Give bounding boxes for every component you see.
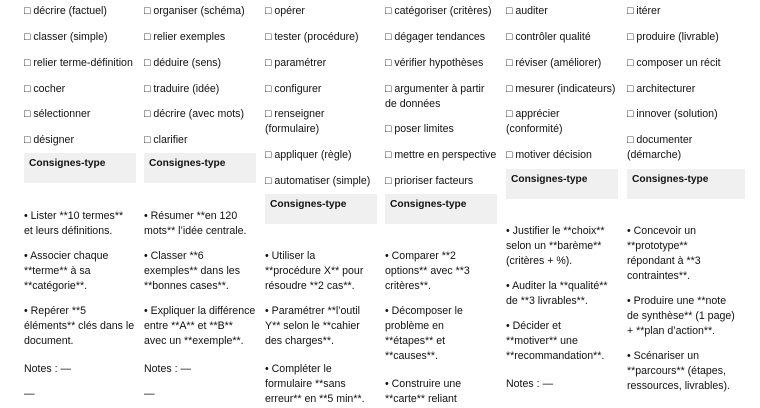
bullet-line: **catégorie**. (24, 280, 88, 292)
bullet-line: exemples** dans les (144, 265, 240, 277)
checkbox-item[interactable]: □ composer un récit (627, 57, 721, 69)
bullet-line: contraintes**. (627, 270, 691, 282)
section-header: Consignes-type (385, 194, 497, 224)
checkbox-item[interactable]: □ innover (solution) (627, 108, 718, 120)
bullet-line: selon un **barème** (506, 240, 602, 252)
checkbox-item[interactable]: □ mettre en perspective (385, 149, 497, 161)
bullet-line: **carte** reliant (385, 393, 457, 405)
bullet-line: • Justifier le **choix** (506, 225, 605, 237)
bullet-line: • Expliquer la différence (144, 305, 256, 317)
bullet-line: formulaire **sans (265, 378, 346, 390)
checkbox-item[interactable]: □ renseigner (265, 108, 325, 120)
bullet-line: **recommandation**. (506, 350, 605, 362)
bullet-line: • Décider et (506, 320, 561, 332)
bullet-line: • Scénariser un (627, 350, 700, 362)
bullet-line: **prototype** (627, 240, 688, 252)
bullet-line: • Compléter le (265, 363, 332, 375)
checkbox-item[interactable]: □ produire (livrable) (627, 31, 719, 43)
bullet-line: • Décomposer le (385, 305, 463, 317)
bullet-line: • Concevoir un (627, 225, 697, 237)
bullet-line: répondant à **3 (627, 255, 701, 267)
bullet-line: de synthèse** (1 page) (627, 310, 735, 322)
section-header: Consignes-type (627, 169, 745, 199)
checkbox-item[interactable]: □ décrire (avec mots) (144, 108, 244, 120)
checkbox-item[interactable]: □ relier exemples (144, 31, 226, 43)
bullet-line: **motiver** une (506, 335, 578, 347)
checkbox-item[interactable]: □ relier terme-définition (24, 57, 133, 69)
bullet-line: avec un **exemple**. (144, 335, 244, 347)
notes-dash: — (144, 388, 155, 400)
bullet-line: **parcours** (étapes, (627, 365, 726, 377)
checkbox-item-continued: (démarche) (627, 149, 682, 161)
checkbox-item[interactable]: □ traduire (idée) (144, 83, 220, 95)
checkbox-item[interactable]: □ dégager tendances (385, 31, 486, 43)
bullet-line: ressources, livrables). (627, 380, 731, 392)
bullet-line: (critères + %). (506, 255, 573, 267)
bullet-line: des charges**. (265, 335, 334, 347)
checkbox-item[interactable]: □ configurer (265, 83, 322, 95)
bullet-line: • Classer **6 (144, 250, 204, 262)
checkbox-item[interactable]: □ cocher (24, 83, 66, 95)
bullet-line: **bonnes cases**. (144, 280, 229, 292)
checkbox-item[interactable]: □ automatiser (simple) (265, 175, 371, 187)
bullet-line: et leurs définitions. (24, 225, 113, 237)
bullet-line: **procédure X** pour (265, 265, 364, 277)
bullet-line: entre **A** et **B** (144, 320, 233, 332)
notes-dash: — (24, 388, 35, 400)
bullet-line: + **plan d’action**. (627, 325, 716, 337)
checkbox-item[interactable]: □ déduire (sens) (144, 57, 222, 69)
bullet-line: • Auditer la **qualité** (506, 280, 608, 292)
checkbox-item[interactable]: □ vérifier hypothèses (385, 57, 484, 69)
section-header: Consignes-type (144, 153, 256, 183)
checkbox-item[interactable]: □ motiver décision (506, 149, 592, 161)
checkbox-item[interactable]: □ appliquer (règle) (265, 149, 352, 161)
bullet-line: document. (24, 335, 74, 347)
checkbox-item[interactable]: □ mesurer (indicateurs) (506, 83, 616, 95)
bullet-line: **causes**. (385, 350, 438, 362)
checkbox-item[interactable]: □ apprécier (506, 108, 560, 120)
bullet-line: • Construire une (385, 378, 462, 390)
bullet-line: éléments** clés dans le (24, 320, 135, 332)
bullet-line: résoudre **2 cas**. (265, 280, 355, 292)
notes-label: Notes : — (506, 378, 554, 390)
notes-label: Notes : — (24, 363, 72, 375)
bullet-line: erreur** en **5 min**. (265, 393, 365, 405)
checkbox-item[interactable]: □ organiser (schéma) (144, 5, 245, 17)
checkbox-item[interactable]: □ contrôler qualité (506, 31, 591, 43)
bullet-line: • Utiliser la (265, 250, 316, 262)
checkbox-item[interactable]: □ argumenter à partir (385, 83, 485, 95)
bullet-line: mots** l’idée centrale. (144, 225, 247, 237)
checkbox-item-continued: (conformité) (506, 123, 563, 135)
bullet-line: • Repérer **5 (24, 305, 87, 317)
checkbox-item[interactable]: □ architecturer (627, 83, 696, 95)
section-header: Consignes-type (265, 194, 377, 224)
section-header: Consignes-type (24, 153, 136, 183)
checkbox-item[interactable]: □ clarifier (144, 134, 188, 146)
checkbox-item[interactable]: □ auditer (506, 5, 548, 17)
checkbox-item[interactable]: □ itérer (627, 5, 661, 17)
notes-label: Notes : — (144, 363, 192, 375)
bullet-line: • Résumer **en 120 (144, 210, 238, 222)
checkbox-item[interactable]: □ décrire (factuel) (24, 5, 107, 17)
bullet-line: critères**. (385, 280, 431, 292)
bullet-line: options** avec **3 (385, 265, 470, 277)
bullet-line: Y** selon le **cahier (265, 320, 360, 332)
bullet-line: problème en (385, 320, 444, 332)
checkbox-item[interactable]: □ réviser (améliorer) (506, 57, 602, 69)
bullet-line: • Associer chaque (24, 250, 109, 262)
bullet-line: • Comparer **2 (385, 250, 456, 262)
bullet-line: • Lister **10 termes** (24, 210, 124, 222)
bullet-line: • Paramétrer **l’outil (265, 305, 360, 317)
bullet-line: **étapes** et (385, 335, 446, 347)
bullet-line: de **3 livrables**. (506, 295, 588, 307)
checkbox-item[interactable]: □ prioriser facteurs (385, 175, 474, 187)
checkbox-item[interactable]: □ catégoriser (critères) (385, 5, 492, 17)
checkbox-item[interactable]: □ paramétrer (265, 57, 327, 69)
checkbox-item-continued: de données (385, 98, 441, 110)
checkbox-item[interactable]: □ sélectionner (24, 108, 91, 120)
bullet-line: **terme** à sa (24, 265, 91, 277)
checkbox-item[interactable]: □ documenter (627, 134, 693, 146)
checkbox-item[interactable]: □ désigner (24, 134, 74, 146)
checkbox-item[interactable]: □ opérer (265, 5, 305, 17)
bullet-line: • Produire une **note (627, 295, 727, 307)
checkbox-item[interactable]: □ tester (procédure) (265, 31, 359, 43)
section-header: Consignes-type (506, 169, 618, 199)
checkbox-item[interactable]: □ classer (simple) (24, 31, 108, 43)
checkbox-item-continued: (formulaire) (265, 123, 320, 135)
checkbox-item[interactable]: □ poser limites (385, 123, 454, 135)
